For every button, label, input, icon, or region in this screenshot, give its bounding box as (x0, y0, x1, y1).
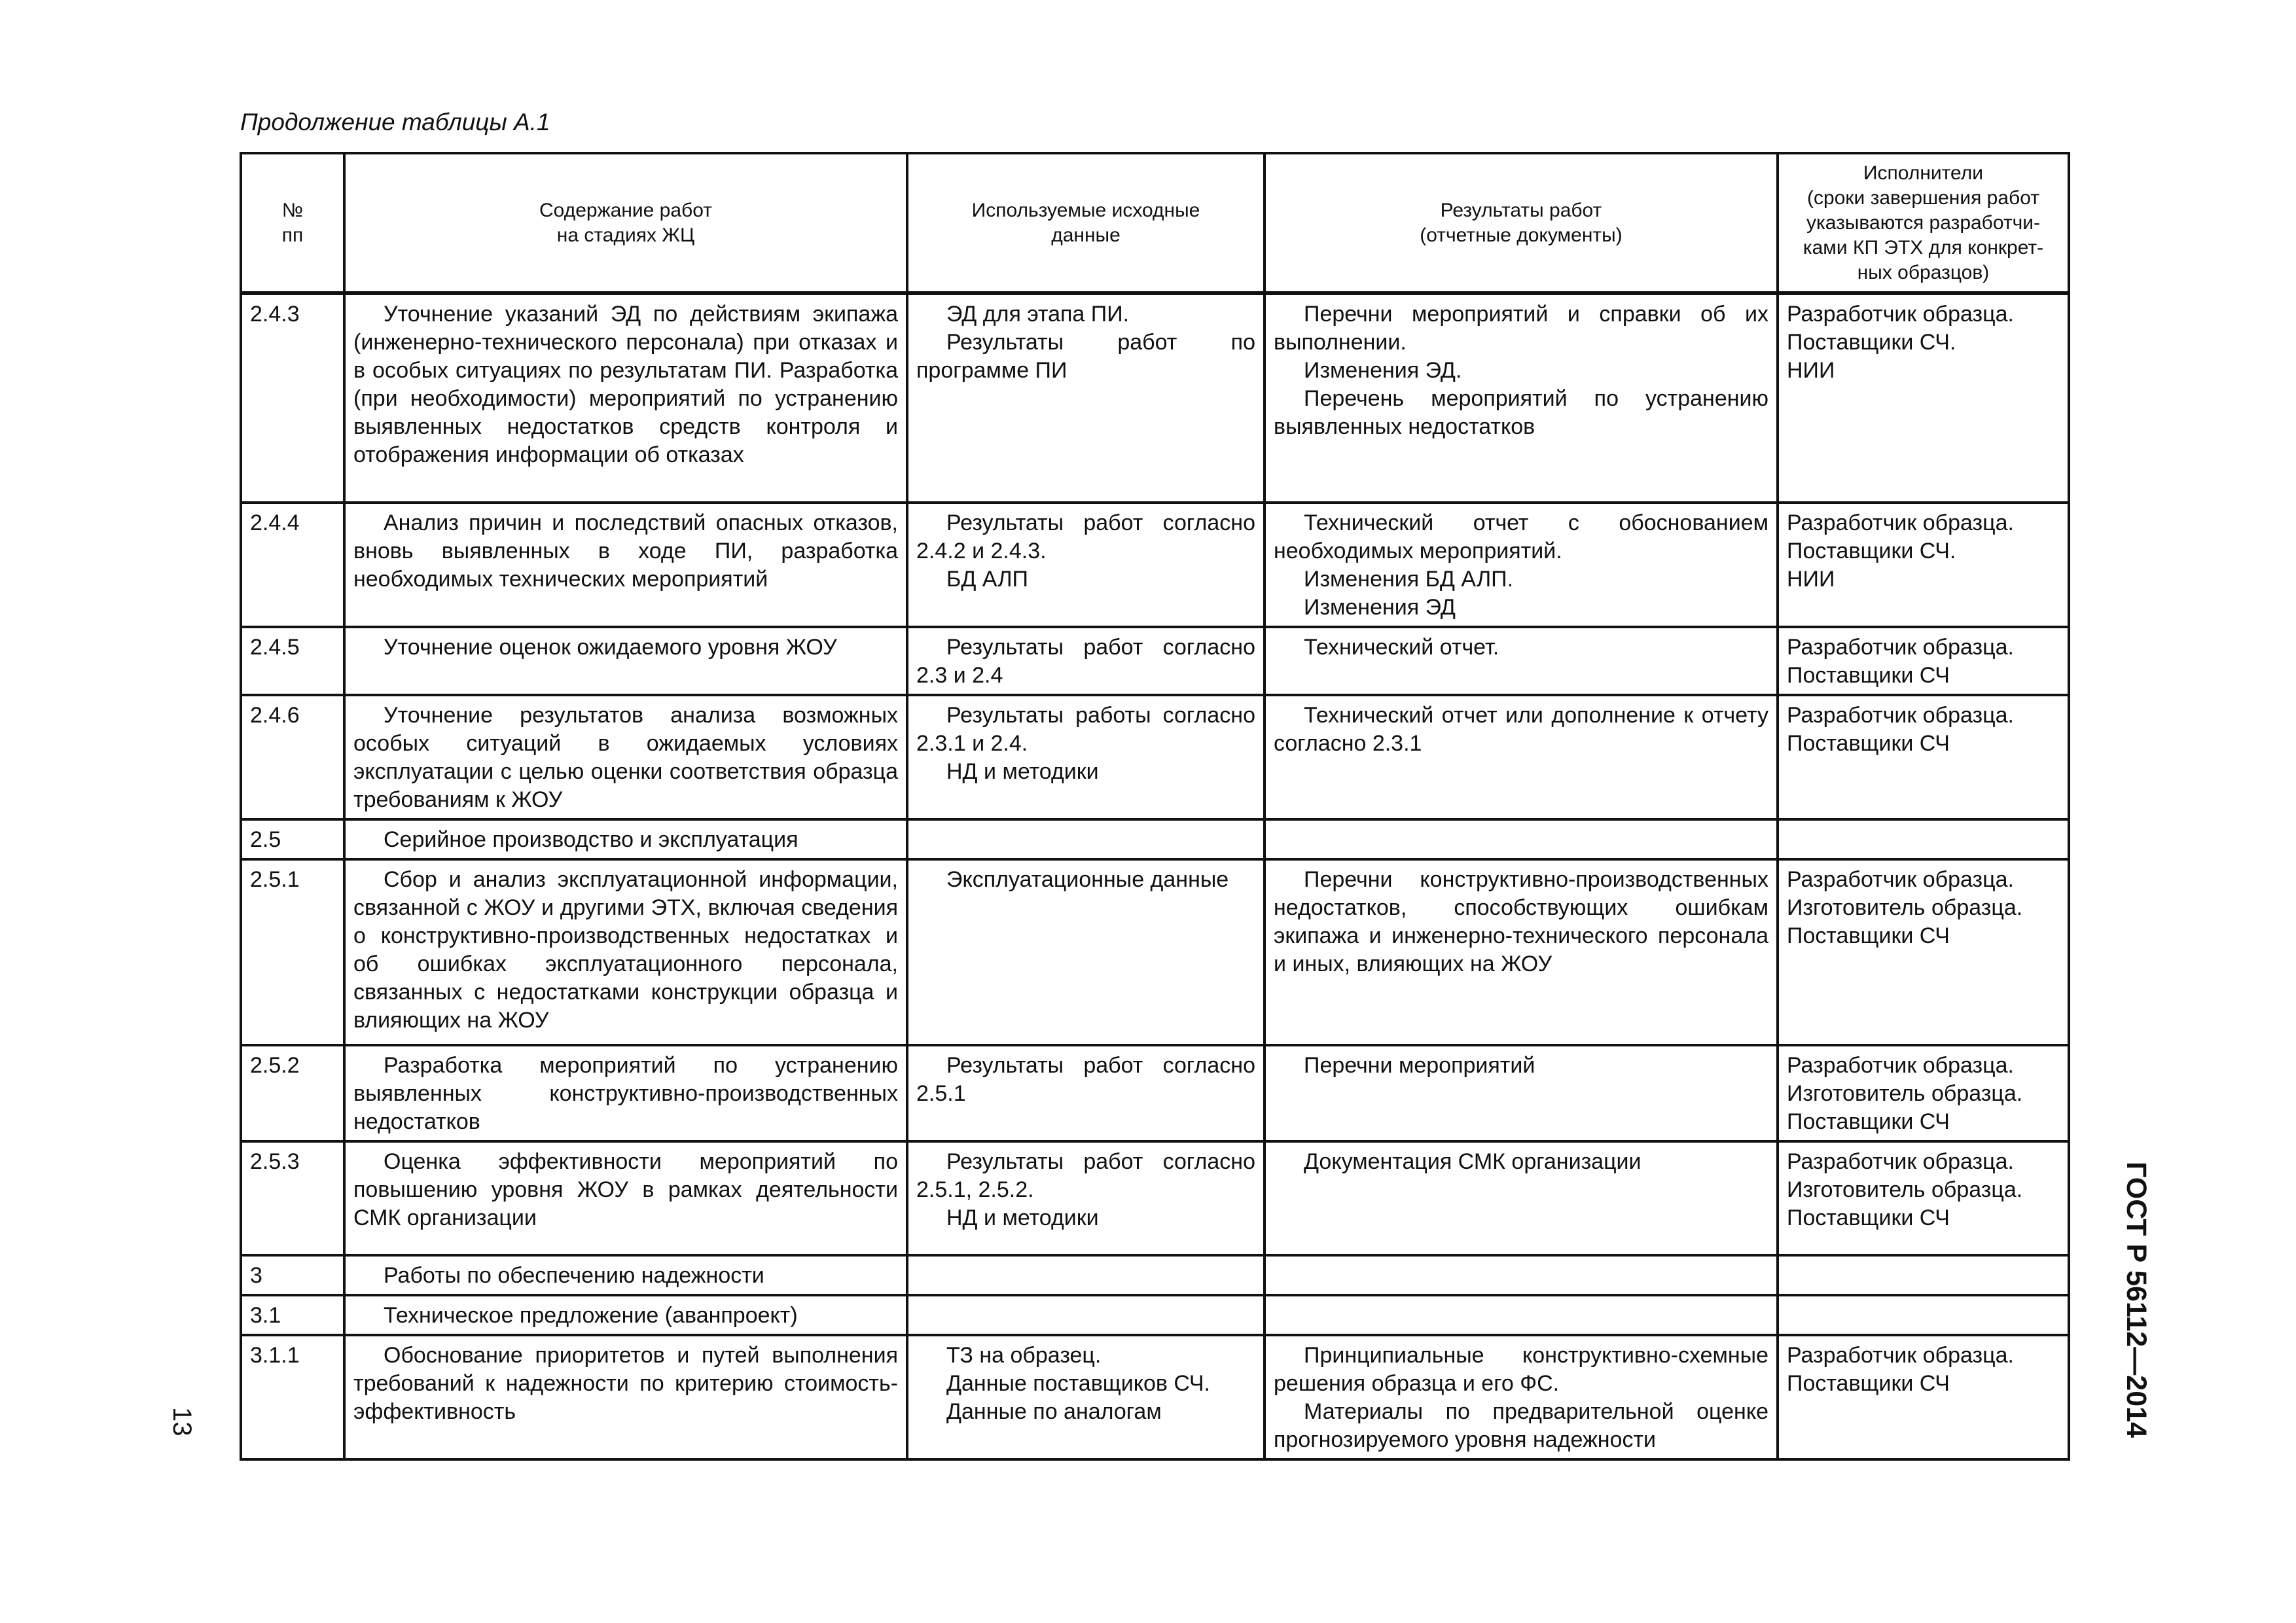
cell-performers (1778, 293, 2069, 503)
cell-content (344, 695, 907, 819)
performer-line: Разработчик образца. (1787, 867, 2014, 892)
cell-results (1265, 695, 1778, 819)
table-row (241, 1045, 2069, 1141)
cell-input-data (907, 1295, 1265, 1335)
header-line: указываются разработчи- (1806, 211, 2041, 234)
table-row (241, 627, 2069, 695)
cell-performers (1778, 627, 2069, 695)
cell-input-data (907, 859, 1265, 1045)
performer-line: Разработчик образца. (1787, 1053, 2014, 1078)
table-row (241, 1335, 2069, 1459)
cell-content (344, 293, 907, 503)
performer-line: Поставщики СЧ (1787, 731, 1950, 756)
paragraph: НД и методики (946, 1205, 1099, 1230)
paragraph: Результаты работ согласно 2.4.2 и 2.4.3. (916, 510, 1255, 563)
paragraph: Результаты работ по программе ПИ (916, 330, 1255, 383)
performer-line: Поставщики СЧ. (1787, 330, 1956, 355)
header-line: (сроки завершения работ (1807, 187, 2039, 209)
cell-content (344, 627, 907, 695)
paragraph: Документация СМК организации (1304, 1149, 1641, 1174)
paragraph: ЭД для этапа ПИ. (946, 302, 1130, 327)
table-row (241, 819, 2069, 859)
cell-content (344, 1255, 907, 1295)
cell-number: 2.4.3 (241, 293, 344, 503)
paragraph: Анализ причин и последствий опасных отказов, вновь выявленных в ходе ПИ, разработка необходимых технических мероприятий (353, 510, 898, 592)
cell-performers (1778, 695, 2069, 819)
header-line: ками КП ЭТХ для конкрет- (1803, 236, 2044, 259)
cell-content (344, 1295, 907, 1335)
performer-line: Поставщики СЧ (1787, 1205, 1950, 1230)
paragraph: Результаты работы согласно 2.3.1 и 2.4. (916, 703, 1255, 756)
cell-input-data (907, 293, 1265, 503)
table-row (241, 293, 2069, 503)
cell-results (1265, 859, 1778, 1045)
cell-input-data (907, 695, 1265, 819)
header-line: (отчетные документы) (1420, 224, 1623, 246)
table-row (241, 1295, 2069, 1335)
paragraph: Изменения ЭД (1304, 595, 1456, 620)
performer-line: Поставщики СЧ (1787, 1109, 1950, 1134)
cell-performers (1778, 503, 2069, 627)
header-line: № (281, 199, 304, 221)
paragraph: Уточнение оценок ожидаемого уровня ЖОУ (384, 635, 837, 660)
performer-line: Разработчик образца. (1787, 302, 2014, 327)
header-line: Исполнители (1863, 162, 1984, 184)
cell-input-data (907, 1045, 1265, 1141)
cell-content (344, 1141, 907, 1255)
header-number (241, 153, 344, 293)
cell-number: 2.5.3 (241, 1141, 344, 1255)
cell-input-data (907, 503, 1265, 627)
table-row (241, 695, 2069, 819)
cell-results (1265, 1045, 1778, 1141)
table-header (241, 153, 2069, 293)
header-input-data (907, 153, 1265, 293)
cell-results (1265, 1335, 1778, 1459)
page-number: 13 (168, 1407, 196, 1436)
header-line: данные (1051, 224, 1121, 246)
cell-input-data (907, 1255, 1265, 1295)
cell-results (1265, 627, 1778, 695)
cell-performers (1778, 1255, 2069, 1295)
performer-line: Изготовитель образца. (1787, 1177, 2023, 1202)
paragraph: Уточнение указаний ЭД по действиям экипажа (инженерно-технического персонала) при отказах и в особых ситуациях по результатам ПИ. Разработка (при необходимости) мероприятий по устранению выявленных недостатков средств контроля и отображения информации об отказах (353, 302, 898, 467)
paragraph: Работы по обеспечению надежности (384, 1263, 764, 1288)
paragraph: Принципиальные конструктивно-схемные решения образца и его ФС. (1274, 1343, 1768, 1396)
header-line: Содержание работ (539, 199, 712, 221)
cell-input-data (907, 1141, 1265, 1255)
paragraph: Технический отчет с обоснованием необходимых мероприятий. (1274, 510, 1768, 563)
header-performers (1778, 153, 2069, 293)
cell-content (344, 859, 907, 1045)
cell-results (1265, 819, 1778, 859)
cell-content (344, 819, 907, 859)
cell-number: 3 (241, 1255, 344, 1295)
header-line: на стадиях ЖЦ (556, 224, 695, 246)
cell-results (1265, 503, 1778, 627)
performer-line: Поставщики СЧ. (1787, 539, 1956, 563)
standard-designation: ГОСТ Р 56112—2014 (2121, 1162, 2152, 1438)
paragraph: ТЗ на образец. (946, 1343, 1102, 1368)
header-line: ных образцов) (1857, 261, 1990, 283)
cell-number: 2.4.6 (241, 695, 344, 819)
performer-line: Разработчик образца. (1787, 510, 2014, 535)
paragraph: Разработка мероприятий по устранению выявленных конструктивно-производственных недостатков (353, 1053, 898, 1134)
cell-performers (1778, 1141, 2069, 1255)
performer-line: Поставщики СЧ (1787, 663, 1950, 688)
performer-line: Разработчик образца. (1787, 1149, 2014, 1174)
cell-content (344, 1335, 907, 1459)
cell-number: 2.5.1 (241, 859, 344, 1045)
cell-number: 3.1 (241, 1295, 344, 1335)
cell-number: 2.4.5 (241, 627, 344, 695)
table-row (241, 859, 2069, 1045)
paragraph: Изменения БД АЛП. (1304, 567, 1514, 592)
cell-input-data (907, 819, 1265, 859)
performer-line: Изготовитель образца. (1787, 895, 2023, 920)
paragraph: Оценка эффективности мероприятий по повышению уровня ЖОУ в рамках деятельности СМК организации (353, 1149, 898, 1230)
performer-line: Поставщики СЧ (1787, 923, 1950, 948)
performer-line: НИИ (1787, 567, 1835, 592)
performer-line: Разработчик образца. (1787, 635, 2014, 660)
cell-performers (1778, 1295, 2069, 1335)
performer-line: Поставщики СЧ (1787, 1371, 1950, 1396)
paragraph: Данные по аналогам (946, 1399, 1162, 1424)
paragraph: Перечень мероприятий по устранению выявленных недостатков (1274, 386, 1768, 439)
performer-line: Разработчик образца. (1787, 703, 2014, 728)
cell-number: 2.5.2 (241, 1045, 344, 1141)
header-line: Результаты работ (1440, 199, 1602, 221)
paragraph: Техническое предложение (аванпроект) (384, 1303, 798, 1328)
header-results (1265, 153, 1778, 293)
cell-performers (1778, 1045, 2069, 1141)
paragraph: Изменения ЭД. (1304, 358, 1462, 383)
performer-line: НИИ (1787, 358, 1835, 383)
header-line: Используемые исходные (971, 199, 1200, 221)
cell-results (1265, 293, 1778, 503)
works-table (240, 152, 2070, 1461)
cell-input-data (907, 627, 1265, 695)
paragraph: Сбор и анализ эксплуатационной информации, связанной с ЖОУ и другими ЭТХ, включая сведения о конструктивно-производственных недостатках и об ошибках эксплуатационного персонала, связанных с недостатками конструкции образца и влияющих на ЖОУ (353, 867, 898, 1033)
paragraph: Серийное производство и эксплуатация (384, 827, 798, 852)
header-line: пп (281, 224, 304, 246)
table-row (241, 503, 2069, 627)
cell-results (1265, 1295, 1778, 1335)
cell-results (1265, 1141, 1778, 1255)
paragraph: Перечни мероприятий (1304, 1053, 1535, 1078)
cell-performers (1778, 819, 2069, 859)
cell-performers (1778, 1335, 2069, 1459)
table-caption: Продолжение таблицы А.1 (240, 109, 550, 135)
header-content (344, 153, 907, 293)
paragraph: Технический отчет или дополнение к отчету согласно 2.3.1 (1274, 703, 1768, 756)
cell-performers (1778, 859, 2069, 1045)
paragraph: Технический отчет. (1304, 635, 1499, 660)
paragraph: Перечни конструктивно-производственных недостатков, способствующих ошибкам экипажа и инженерно-технического персонала и иных, влияющих на ЖОУ (1274, 867, 1768, 976)
cell-results (1265, 1255, 1778, 1295)
table-body (241, 293, 2069, 1459)
paragraph: Перечни мероприятий и справки об их выполнении. (1274, 302, 1768, 355)
paragraph: НД и методики (946, 759, 1099, 784)
cell-number: 3.1.1 (241, 1335, 344, 1459)
cell-content (344, 1045, 907, 1141)
paragraph: БД АЛП (946, 567, 1028, 592)
paragraph: Материалы по предварительной оценке прогнозируемого уровня надежности (1274, 1399, 1768, 1452)
cell-content (344, 503, 907, 627)
table-row (241, 1141, 2069, 1255)
paragraph: Результаты работ согласно 2.3 и 2.4 (916, 635, 1255, 688)
paragraph: Уточнение результатов анализа возможных особых ситуаций в ожидаемых условиях эксплуатации с целью оценки соответствия образца требованиям к ЖОУ (353, 703, 898, 812)
table-row (241, 1255, 2069, 1295)
cell-number: 2.5 (241, 819, 344, 859)
performer-line: Изготовитель образца. (1787, 1081, 2023, 1106)
performer-line: Разработчик образца. (1787, 1343, 2014, 1368)
cell-input-data (907, 1335, 1265, 1459)
paragraph: Эксплуатационные данные (946, 867, 1229, 892)
paragraph: Результаты работ согласно 2.5.1 (916, 1053, 1255, 1106)
paragraph: Обоснование приоритетов и путей выполнения требований к надежности по критерию стоимость-эффективность (353, 1343, 898, 1424)
paragraph: Данные поставщиков СЧ. (946, 1371, 1210, 1396)
paragraph: Результаты работ согласно 2.5.1, 2.5.2. (916, 1149, 1255, 1202)
cell-number: 2.4.4 (241, 503, 344, 627)
